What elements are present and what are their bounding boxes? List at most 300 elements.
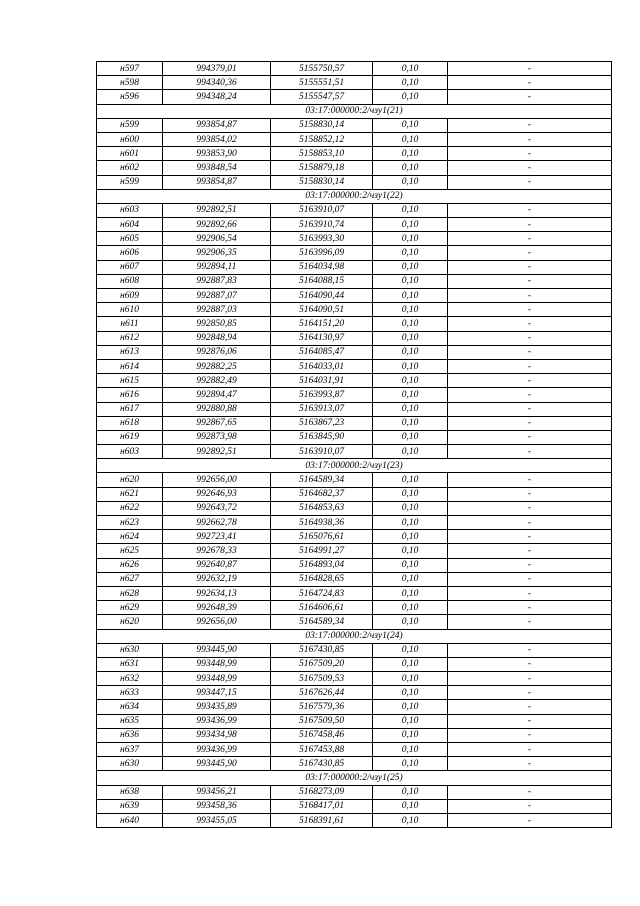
table-row xyxy=(97,473,612,487)
x-coordinate-cell: 992882,25 xyxy=(163,359,271,373)
description-cell: - xyxy=(448,359,612,373)
table-row xyxy=(97,118,612,132)
table-row xyxy=(97,487,612,501)
table-row xyxy=(97,544,612,558)
x-coordinate-cell: 992643,72 xyxy=(163,501,271,515)
section-title: 03:17:000000:2/чзу1(23) xyxy=(97,459,612,473)
point-number-cell: н636 xyxy=(97,728,163,742)
x-coordinate-cell: 992887,07 xyxy=(163,289,271,303)
y-coordinate-cell: 5163993,30 xyxy=(271,232,373,246)
x-coordinate-cell: 994340,36 xyxy=(163,76,271,90)
x-coordinate-cell: 992656,00 xyxy=(163,615,271,629)
table-row xyxy=(97,445,612,459)
point-number-cell: н601 xyxy=(97,147,163,161)
x-coordinate-cell: 993456,21 xyxy=(163,785,271,799)
point-number-cell: н624 xyxy=(97,530,163,544)
accuracy-cell: 0,10 xyxy=(373,530,448,544)
description-cell: - xyxy=(448,76,612,90)
table-row xyxy=(97,700,612,714)
x-coordinate-cell: 993458,36 xyxy=(163,799,271,813)
y-coordinate-cell: 5164151,20 xyxy=(271,317,373,331)
y-coordinate-cell: 5158830,14 xyxy=(271,175,373,189)
description-cell: - xyxy=(448,388,612,402)
point-number-cell: н637 xyxy=(97,743,163,757)
accuracy-cell: 0,10 xyxy=(373,203,448,217)
x-coordinate-cell: 993448,99 xyxy=(163,672,271,686)
table-row xyxy=(97,430,612,444)
x-coordinate-cell: 993445,90 xyxy=(163,643,271,657)
point-number-cell: н631 xyxy=(97,657,163,671)
y-coordinate-cell: 5155551,51 xyxy=(271,76,373,90)
accuracy-cell: 0,10 xyxy=(373,601,448,615)
table-row xyxy=(97,317,612,331)
description-cell: - xyxy=(448,345,612,359)
section-title: 03:17:000000:2/чзу1(21) xyxy=(97,104,612,118)
accuracy-cell: 0,10 xyxy=(373,317,448,331)
x-coordinate-cell: 992892,51 xyxy=(163,203,271,217)
description-cell: - xyxy=(448,487,612,501)
accuracy-cell: 0,10 xyxy=(373,615,448,629)
table-row xyxy=(97,274,612,288)
x-coordinate-cell: 993853,90 xyxy=(163,147,271,161)
y-coordinate-cell: 5167458,46 xyxy=(271,728,373,742)
point-number-cell: н615 xyxy=(97,374,163,388)
point-number-cell: н620 xyxy=(97,473,163,487)
accuracy-cell: 0,10 xyxy=(373,430,448,444)
x-coordinate-cell: 992634,13 xyxy=(163,586,271,600)
y-coordinate-cell: 5164033,01 xyxy=(271,359,373,373)
point-number-cell: н628 xyxy=(97,586,163,600)
accuracy-cell: 0,10 xyxy=(373,260,448,274)
accuracy-cell: 0,10 xyxy=(373,700,448,714)
point-number-cell: н621 xyxy=(97,487,163,501)
table-row xyxy=(97,572,612,586)
table-row xyxy=(97,615,612,629)
table-row xyxy=(97,657,612,671)
y-coordinate-cell: 5163996,09 xyxy=(271,246,373,260)
section-header-row xyxy=(97,771,612,785)
point-number-cell: н627 xyxy=(97,572,163,586)
x-coordinate-cell: 992906,54 xyxy=(163,232,271,246)
x-coordinate-cell: 993447,15 xyxy=(163,686,271,700)
table-row xyxy=(97,813,612,827)
table-row xyxy=(97,785,612,799)
y-coordinate-cell: 5158830,14 xyxy=(271,118,373,132)
y-coordinate-cell: 5164589,34 xyxy=(271,615,373,629)
accuracy-cell: 0,10 xyxy=(373,147,448,161)
y-coordinate-cell: 5158879,18 xyxy=(271,161,373,175)
table-row xyxy=(97,416,612,430)
point-number-cell: н630 xyxy=(97,643,163,657)
accuracy-cell: 0,10 xyxy=(373,175,448,189)
accuracy-cell: 0,10 xyxy=(373,487,448,501)
description-cell: - xyxy=(448,118,612,132)
point-number-cell: н618 xyxy=(97,416,163,430)
description-cell: - xyxy=(448,445,612,459)
y-coordinate-cell: 5164724,83 xyxy=(271,586,373,600)
point-number-cell: н617 xyxy=(97,402,163,416)
accuracy-cell: 0,10 xyxy=(373,714,448,728)
table-row xyxy=(97,757,612,771)
y-coordinate-cell: 5164853,63 xyxy=(271,501,373,515)
accuracy-cell: 0,10 xyxy=(373,728,448,742)
y-coordinate-cell: 5163910,07 xyxy=(271,203,373,217)
description-cell: - xyxy=(448,743,612,757)
y-coordinate-cell: 5164589,34 xyxy=(271,473,373,487)
y-coordinate-cell: 5163867,23 xyxy=(271,416,373,430)
coordinates-table-body xyxy=(97,62,612,828)
table-row xyxy=(97,402,612,416)
description-cell: - xyxy=(448,274,612,288)
description-cell: - xyxy=(448,757,612,771)
section-title: 03:17:000000:2/чзу1(25) xyxy=(97,771,612,785)
y-coordinate-cell: 5164682,37 xyxy=(271,487,373,501)
description-cell: - xyxy=(448,473,612,487)
x-coordinate-cell: 994348,24 xyxy=(163,90,271,104)
description-cell: - xyxy=(448,260,612,274)
point-number-cell: н639 xyxy=(97,799,163,813)
y-coordinate-cell: 5164130,97 xyxy=(271,331,373,345)
accuracy-cell: 0,10 xyxy=(373,672,448,686)
x-coordinate-cell: 992632,19 xyxy=(163,572,271,586)
x-coordinate-cell: 993854,87 xyxy=(163,175,271,189)
table-row xyxy=(97,289,612,303)
table-row xyxy=(97,586,612,600)
x-coordinate-cell: 993436,99 xyxy=(163,743,271,757)
table-row xyxy=(97,714,612,728)
accuracy-cell: 0,10 xyxy=(373,799,448,813)
point-number-cell: н608 xyxy=(97,274,163,288)
description-cell: - xyxy=(448,218,612,232)
y-coordinate-cell: 5164085,47 xyxy=(271,345,373,359)
y-coordinate-cell: 5164606,61 xyxy=(271,601,373,615)
accuracy-cell: 0,10 xyxy=(373,558,448,572)
y-coordinate-cell: 5168273,09 xyxy=(271,785,373,799)
description-cell: - xyxy=(448,232,612,246)
description-cell: - xyxy=(448,90,612,104)
y-coordinate-cell: 5167509,50 xyxy=(271,714,373,728)
point-number-cell: н619 xyxy=(97,430,163,444)
accuracy-cell: 0,10 xyxy=(373,331,448,345)
accuracy-cell: 0,10 xyxy=(373,813,448,827)
table-row xyxy=(97,260,612,274)
y-coordinate-cell: 5168391,61 xyxy=(271,813,373,827)
x-coordinate-cell: 992648,39 xyxy=(163,601,271,615)
accuracy-cell: 0,10 xyxy=(373,544,448,558)
x-coordinate-cell: 992876,06 xyxy=(163,345,271,359)
section-header-row xyxy=(97,629,612,643)
point-number-cell: н616 xyxy=(97,388,163,402)
x-coordinate-cell: 994379,01 xyxy=(163,62,271,76)
accuracy-cell: 0,10 xyxy=(373,416,448,430)
description-cell: - xyxy=(448,615,612,629)
description-cell: - xyxy=(448,317,612,331)
y-coordinate-cell: 5164090,51 xyxy=(271,303,373,317)
table-row xyxy=(97,246,612,260)
point-number-cell: н626 xyxy=(97,558,163,572)
accuracy-cell: 0,10 xyxy=(373,90,448,104)
accuracy-cell: 0,10 xyxy=(373,586,448,600)
y-coordinate-cell: 5164893,04 xyxy=(271,558,373,572)
x-coordinate-cell: 993455,05 xyxy=(163,813,271,827)
accuracy-cell: 0,10 xyxy=(373,686,448,700)
point-number-cell: н605 xyxy=(97,232,163,246)
section-title: 03:17:000000:2/чзу1(22) xyxy=(97,189,612,203)
point-number-cell: н622 xyxy=(97,501,163,515)
y-coordinate-cell: 5164090,44 xyxy=(271,289,373,303)
accuracy-cell: 0,10 xyxy=(373,572,448,586)
x-coordinate-cell: 992887,83 xyxy=(163,274,271,288)
accuracy-cell: 0,10 xyxy=(373,657,448,671)
description-cell: - xyxy=(448,530,612,544)
table-row xyxy=(97,62,612,76)
x-coordinate-cell: 992894,47 xyxy=(163,388,271,402)
x-coordinate-cell: 992867,65 xyxy=(163,416,271,430)
y-coordinate-cell: 5163910,74 xyxy=(271,218,373,232)
description-cell: - xyxy=(448,686,612,700)
y-coordinate-cell: 5164088,15 xyxy=(271,274,373,288)
accuracy-cell: 0,10 xyxy=(373,785,448,799)
table-row xyxy=(97,558,612,572)
y-coordinate-cell: 5163913,07 xyxy=(271,402,373,416)
y-coordinate-cell: 5164828,65 xyxy=(271,572,373,586)
accuracy-cell: 0,10 xyxy=(373,274,448,288)
y-coordinate-cell: 5158852,12 xyxy=(271,132,373,146)
x-coordinate-cell: 992906,35 xyxy=(163,246,271,260)
description-cell: - xyxy=(448,203,612,217)
x-coordinate-cell: 992646,93 xyxy=(163,487,271,501)
point-number-cell: н623 xyxy=(97,516,163,530)
table-row xyxy=(97,743,612,757)
point-number-cell: н629 xyxy=(97,601,163,615)
accuracy-cell: 0,10 xyxy=(373,161,448,175)
accuracy-cell: 0,10 xyxy=(373,345,448,359)
description-cell: - xyxy=(448,700,612,714)
table-row xyxy=(97,672,612,686)
section-header-row xyxy=(97,189,612,203)
point-number-cell: н611 xyxy=(97,317,163,331)
point-number-cell: н604 xyxy=(97,218,163,232)
description-cell: - xyxy=(448,601,612,615)
table-row xyxy=(97,388,612,402)
y-coordinate-cell: 5158853,10 xyxy=(271,147,373,161)
table-row xyxy=(97,601,612,615)
description-cell: - xyxy=(448,672,612,686)
description-cell: - xyxy=(448,657,612,671)
table-row xyxy=(97,90,612,104)
point-number-cell: н598 xyxy=(97,76,163,90)
table-row xyxy=(97,728,612,742)
table-row xyxy=(97,303,612,317)
description-cell: - xyxy=(448,246,612,260)
table-row xyxy=(97,161,612,175)
x-coordinate-cell: 992892,66 xyxy=(163,218,271,232)
description-cell: - xyxy=(448,572,612,586)
y-coordinate-cell: 5167430,85 xyxy=(271,643,373,657)
description-cell: - xyxy=(448,132,612,146)
table-row xyxy=(97,76,612,90)
x-coordinate-cell: 993854,02 xyxy=(163,132,271,146)
x-coordinate-cell: 992640,87 xyxy=(163,558,271,572)
description-cell: - xyxy=(448,374,612,388)
x-coordinate-cell: 992892,51 xyxy=(163,445,271,459)
y-coordinate-cell: 5164938,36 xyxy=(271,516,373,530)
y-coordinate-cell: 5168417,01 xyxy=(271,799,373,813)
description-cell: - xyxy=(448,416,612,430)
point-number-cell: н606 xyxy=(97,246,163,260)
point-number-cell: н603 xyxy=(97,445,163,459)
y-coordinate-cell: 5167509,20 xyxy=(271,657,373,671)
point-number-cell: н602 xyxy=(97,161,163,175)
y-coordinate-cell: 5163845,90 xyxy=(271,430,373,444)
table-row xyxy=(97,147,612,161)
description-cell: - xyxy=(448,430,612,444)
accuracy-cell: 0,10 xyxy=(373,132,448,146)
table-row xyxy=(97,516,612,530)
accuracy-cell: 0,10 xyxy=(373,402,448,416)
accuracy-cell: 0,10 xyxy=(373,76,448,90)
x-coordinate-cell: 993854,87 xyxy=(163,118,271,132)
table-row xyxy=(97,203,612,217)
y-coordinate-cell: 5164031,91 xyxy=(271,374,373,388)
point-number-cell: н613 xyxy=(97,345,163,359)
accuracy-cell: 0,10 xyxy=(373,374,448,388)
section-title: 03:17:000000:2/чзу1(24) xyxy=(97,629,612,643)
description-cell: - xyxy=(448,147,612,161)
description-cell: - xyxy=(448,289,612,303)
coordinates-table xyxy=(96,61,612,828)
point-number-cell: н640 xyxy=(97,813,163,827)
x-coordinate-cell: 992880,88 xyxy=(163,402,271,416)
x-coordinate-cell: 992894,11 xyxy=(163,260,271,274)
accuracy-cell: 0,10 xyxy=(373,757,448,771)
description-cell: - xyxy=(448,62,612,76)
x-coordinate-cell: 992882,49 xyxy=(163,374,271,388)
accuracy-cell: 0,10 xyxy=(373,232,448,246)
point-number-cell: н596 xyxy=(97,90,163,104)
table-row xyxy=(97,501,612,515)
point-number-cell: н599 xyxy=(97,118,163,132)
y-coordinate-cell: 5164034,98 xyxy=(271,260,373,274)
point-number-cell: н610 xyxy=(97,303,163,317)
x-coordinate-cell: 992850,85 xyxy=(163,317,271,331)
point-number-cell: н625 xyxy=(97,544,163,558)
description-cell: - xyxy=(448,799,612,813)
point-number-cell: н609 xyxy=(97,289,163,303)
description-cell: - xyxy=(448,516,612,530)
table-row xyxy=(97,359,612,373)
point-number-cell: н607 xyxy=(97,260,163,274)
table-row xyxy=(97,345,612,359)
x-coordinate-cell: 992873,98 xyxy=(163,430,271,444)
section-header-row xyxy=(97,104,612,118)
description-cell: - xyxy=(448,586,612,600)
accuracy-cell: 0,10 xyxy=(373,303,448,317)
point-number-cell: н635 xyxy=(97,714,163,728)
point-number-cell: н597 xyxy=(97,62,163,76)
accuracy-cell: 0,10 xyxy=(373,643,448,657)
x-coordinate-cell: 993434,98 xyxy=(163,728,271,742)
point-number-cell: н634 xyxy=(97,700,163,714)
description-cell: - xyxy=(448,813,612,827)
description-cell: - xyxy=(448,643,612,657)
x-coordinate-cell: 993448,99 xyxy=(163,657,271,671)
accuracy-cell: 0,10 xyxy=(373,501,448,515)
description-cell: - xyxy=(448,161,612,175)
description-cell: - xyxy=(448,175,612,189)
x-coordinate-cell: 992656,00 xyxy=(163,473,271,487)
y-coordinate-cell: 5155547,57 xyxy=(271,90,373,104)
y-coordinate-cell: 5165076,61 xyxy=(271,530,373,544)
accuracy-cell: 0,10 xyxy=(373,289,448,303)
accuracy-cell: 0,10 xyxy=(373,62,448,76)
point-number-cell: н630 xyxy=(97,757,163,771)
y-coordinate-cell: 5164991,27 xyxy=(271,544,373,558)
description-cell: - xyxy=(448,544,612,558)
table-row xyxy=(97,232,612,246)
section-header-row xyxy=(97,459,612,473)
x-coordinate-cell: 993848,54 xyxy=(163,161,271,175)
point-number-cell: н599 xyxy=(97,175,163,189)
y-coordinate-cell: 5163910,07 xyxy=(271,445,373,459)
accuracy-cell: 0,10 xyxy=(373,473,448,487)
x-coordinate-cell: 993445,90 xyxy=(163,757,271,771)
accuracy-cell: 0,10 xyxy=(373,516,448,530)
description-cell: - xyxy=(448,331,612,345)
point-number-cell: н612 xyxy=(97,331,163,345)
point-number-cell: н632 xyxy=(97,672,163,686)
x-coordinate-cell: 992848,94 xyxy=(163,331,271,345)
y-coordinate-cell: 5167626,44 xyxy=(271,686,373,700)
x-coordinate-cell: 993435,89 xyxy=(163,700,271,714)
table-row xyxy=(97,175,612,189)
y-coordinate-cell: 5167430,85 xyxy=(271,757,373,771)
x-coordinate-cell: 992723,41 xyxy=(163,530,271,544)
point-number-cell: н638 xyxy=(97,785,163,799)
accuracy-cell: 0,10 xyxy=(373,359,448,373)
table-row xyxy=(97,218,612,232)
point-number-cell: н633 xyxy=(97,686,163,700)
description-cell: - xyxy=(448,402,612,416)
x-coordinate-cell: 992662,78 xyxy=(163,516,271,530)
table-row xyxy=(97,799,612,813)
point-number-cell: н600 xyxy=(97,132,163,146)
table-row xyxy=(97,132,612,146)
description-cell: - xyxy=(448,714,612,728)
description-cell: - xyxy=(448,303,612,317)
y-coordinate-cell: 5155750,57 xyxy=(271,62,373,76)
point-number-cell: н620 xyxy=(97,615,163,629)
table-row xyxy=(97,331,612,345)
point-number-cell: н603 xyxy=(97,203,163,217)
description-cell: - xyxy=(448,785,612,799)
table-row xyxy=(97,686,612,700)
table-row xyxy=(97,530,612,544)
description-cell: - xyxy=(448,728,612,742)
accuracy-cell: 0,10 xyxy=(373,388,448,402)
y-coordinate-cell: 5167509,53 xyxy=(271,672,373,686)
accuracy-cell: 0,10 xyxy=(373,118,448,132)
y-coordinate-cell: 5163993,87 xyxy=(271,388,373,402)
x-coordinate-cell: 993436,99 xyxy=(163,714,271,728)
x-coordinate-cell: 992887,03 xyxy=(163,303,271,317)
accuracy-cell: 0,10 xyxy=(373,218,448,232)
point-number-cell: н614 xyxy=(97,359,163,373)
table-row xyxy=(97,374,612,388)
table-row xyxy=(97,643,612,657)
y-coordinate-cell: 5167453,88 xyxy=(271,743,373,757)
accuracy-cell: 0,10 xyxy=(373,445,448,459)
